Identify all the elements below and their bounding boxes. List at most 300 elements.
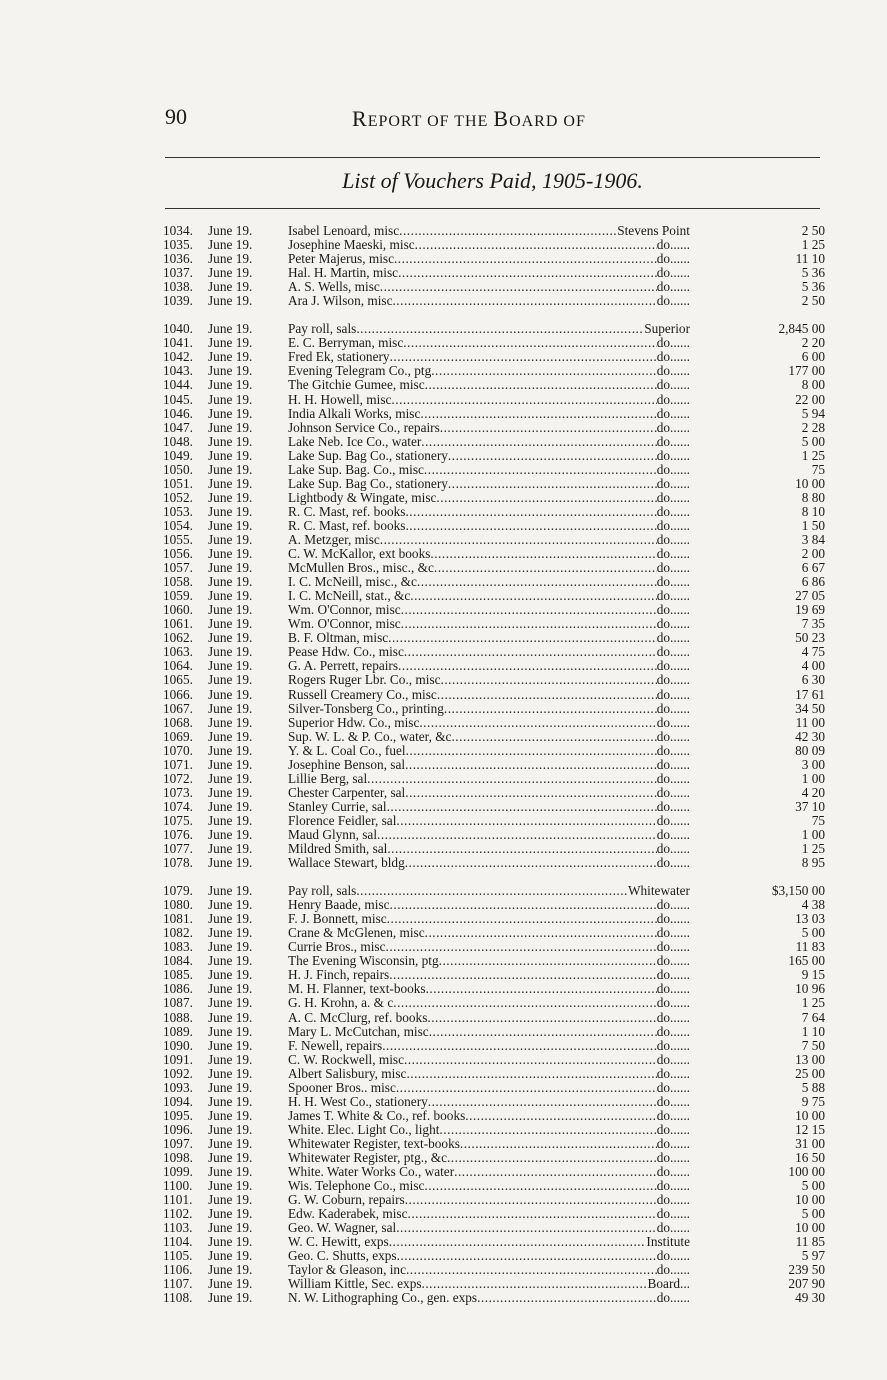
voucher-number: 1067. bbox=[163, 700, 193, 716]
dot-leader bbox=[434, 561, 657, 575]
voucher-row bbox=[163, 1165, 825, 1179]
voucher-location: do...... bbox=[656, 561, 690, 576]
dot-leader bbox=[424, 1179, 656, 1193]
voucher-payee: Sup. W. L. & P. Co., water, &c bbox=[288, 729, 452, 744]
voucher-location: do...... bbox=[656, 729, 690, 744]
voucher-payee: White. Elec. Light Co., light bbox=[288, 1122, 440, 1137]
voucher-payee-cell bbox=[288, 1039, 692, 1053]
voucher-number: 1085. bbox=[163, 967, 193, 983]
voucher-date: June 19. bbox=[208, 419, 253, 435]
voucher-amount: 22 00 bbox=[795, 391, 825, 407]
voucher-date: June 19. bbox=[208, 686, 253, 702]
voucher-location: do...... bbox=[656, 504, 690, 519]
voucher-payee: Geo. W. Wagner, sal bbox=[288, 1221, 397, 1236]
voucher-number: 1052. bbox=[163, 489, 193, 505]
voucher-row bbox=[163, 968, 825, 982]
voucher-payee: Johnson Service Co., repairs bbox=[288, 420, 440, 435]
dot-leader bbox=[356, 884, 628, 898]
voucher-amount: 8 00 bbox=[801, 377, 825, 393]
voucher-payee-cell bbox=[288, 280, 692, 294]
voucher-location: do...... bbox=[656, 1151, 690, 1165]
voucher-row bbox=[163, 1123, 825, 1137]
voucher-date: June 19. bbox=[208, 1164, 253, 1180]
voucher-payee: Chester Carpenter, sal bbox=[288, 785, 406, 800]
voucher-payee: Josephine Maeski, misc bbox=[288, 238, 415, 253]
voucher-amount: 75 bbox=[811, 461, 825, 477]
voucher-date: June 19. bbox=[208, 855, 253, 871]
voucher-location: do...... bbox=[656, 631, 690, 646]
voucher-date: June 19. bbox=[208, 616, 253, 632]
voucher-payee: Superior Hdw. Co., misc bbox=[288, 715, 420, 730]
voucher-row bbox=[163, 603, 825, 617]
dot-leader bbox=[386, 940, 657, 954]
voucher-payee: Albert Salisbury, misc bbox=[288, 1066, 407, 1081]
voucher-amount: 42 30 bbox=[795, 728, 825, 744]
voucher-number: 1035. bbox=[163, 237, 193, 253]
voucher-location: do...... bbox=[656, 280, 690, 295]
voucher-date: June 19. bbox=[208, 461, 253, 477]
voucher-row bbox=[163, 1179, 825, 1193]
voucher-location: do...... bbox=[656, 813, 690, 828]
voucher-location: do...... bbox=[656, 1207, 690, 1222]
voucher-location: do...... bbox=[656, 673, 690, 688]
voucher-location: do...... bbox=[656, 757, 690, 772]
voucher-date: June 19. bbox=[208, 644, 253, 660]
voucher-number: 1078. bbox=[163, 855, 193, 871]
voucher-payee-cell bbox=[288, 1081, 692, 1095]
dot-leader bbox=[406, 1067, 656, 1081]
voucher-ledger bbox=[163, 224, 825, 1306]
running-head-part-1: EPORT OF THE bbox=[367, 113, 494, 130]
voucher-payee: H. J. Finch, repairs bbox=[288, 968, 390, 983]
voucher-date: June 19. bbox=[208, 742, 253, 758]
voucher-number: 1084. bbox=[163, 953, 193, 969]
voucher-number: 1082. bbox=[163, 925, 193, 941]
voucher-row bbox=[163, 463, 825, 477]
voucher-row bbox=[163, 814, 825, 828]
voucher-payee: Hal. H. Martin, misc bbox=[288, 266, 399, 281]
voucher-date: June 19. bbox=[208, 293, 253, 309]
voucher-amount: $3,150 00 bbox=[771, 883, 825, 899]
voucher-row bbox=[163, 940, 825, 954]
voucher-payee-cell bbox=[288, 1207, 692, 1221]
voucher-number: 1076. bbox=[163, 826, 193, 842]
voucher-row bbox=[163, 1067, 825, 1081]
voucher-location: do...... bbox=[656, 1221, 690, 1236]
voucher-payee: Silver-Tonsberg Co., printing bbox=[288, 701, 444, 716]
voucher-row bbox=[163, 800, 825, 814]
voucher-row bbox=[163, 716, 825, 730]
voucher-location: do...... bbox=[656, 827, 690, 842]
dot-leader bbox=[447, 1151, 657, 1165]
voucher-row bbox=[163, 702, 825, 716]
voucher-location: do...... bbox=[656, 1136, 690, 1151]
voucher-number: 1046. bbox=[163, 405, 193, 421]
voucher-number: 1045. bbox=[163, 391, 193, 407]
voucher-payee-cell bbox=[288, 238, 692, 252]
voucher-number: 1039. bbox=[163, 293, 193, 309]
voucher-amount: 13 00 bbox=[795, 1051, 825, 1067]
dot-leader bbox=[399, 224, 617, 238]
voucher-payee-cell bbox=[288, 350, 692, 364]
running-head bbox=[352, 106, 586, 132]
voucher-number: 1094. bbox=[163, 1093, 193, 1109]
voucher-date: June 19. bbox=[208, 883, 253, 899]
dot-leader bbox=[396, 814, 656, 828]
voucher-payee: C. W. Rockwell, misc bbox=[288, 1052, 404, 1067]
voucher-payee-cell bbox=[288, 1095, 692, 1109]
voucher-location: do...... bbox=[656, 350, 690, 365]
voucher-amount: 4 00 bbox=[801, 658, 825, 674]
voucher-number: 1098. bbox=[163, 1150, 193, 1165]
voucher-number: 1093. bbox=[163, 1079, 193, 1095]
voucher-number: 1108. bbox=[163, 1290, 193, 1306]
dot-leader bbox=[392, 294, 656, 308]
voucher-payee-cell bbox=[288, 954, 692, 968]
dot-leader bbox=[390, 898, 657, 912]
voucher-payee: Peter Majerus, misc bbox=[288, 252, 394, 267]
voucher-payee-cell bbox=[288, 702, 692, 716]
voucher-location: do...... bbox=[656, 1291, 690, 1306]
voucher-location: do...... bbox=[656, 378, 690, 393]
voucher-amount: 100 00 bbox=[788, 1164, 825, 1180]
voucher-payee: Josephine Benson, sal bbox=[288, 757, 406, 772]
voucher-payee: Isabel Lenoard, misc bbox=[288, 224, 400, 238]
voucher-number: 1034. bbox=[163, 223, 193, 238]
voucher-number: 1095. bbox=[163, 1107, 193, 1123]
voucher-location: do...... bbox=[656, 785, 690, 800]
voucher-payee-cell bbox=[288, 842, 692, 856]
voucher-amount: 8 10 bbox=[801, 503, 825, 519]
dot-leader bbox=[428, 1095, 657, 1109]
voucher-number: 1056. bbox=[163, 546, 193, 562]
voucher-amount: 5 36 bbox=[801, 279, 825, 295]
voucher-payee-cell bbox=[288, 575, 692, 589]
voucher-row bbox=[163, 1039, 825, 1053]
voucher-payee-cell bbox=[288, 617, 692, 631]
dot-leader bbox=[429, 1025, 657, 1039]
voucher-payee-cell bbox=[288, 659, 692, 673]
dot-leader bbox=[425, 926, 657, 940]
voucher-number: 1102. bbox=[163, 1206, 193, 1222]
voucher-amount: 7 64 bbox=[801, 1009, 825, 1025]
voucher-number: 1065. bbox=[163, 672, 193, 688]
voucher-number: 1057. bbox=[163, 560, 193, 576]
dot-leader bbox=[436, 491, 656, 505]
voucher-date: June 19. bbox=[208, 1135, 253, 1151]
voucher-location: do...... bbox=[656, 420, 690, 435]
dot-leader bbox=[398, 659, 657, 673]
voucher-row bbox=[163, 1263, 825, 1277]
voucher-date: June 19. bbox=[208, 1150, 253, 1165]
voucher-payee-cell bbox=[288, 645, 692, 659]
voucher-row bbox=[163, 898, 825, 912]
voucher-amount: 2 28 bbox=[801, 419, 825, 435]
voucher-payee: Fred Ek, stationery bbox=[288, 350, 390, 365]
voucher-payee: Maud Glynn, sal bbox=[288, 827, 378, 842]
voucher-amount: 239 50 bbox=[788, 1262, 825, 1278]
voucher-row bbox=[163, 575, 825, 589]
voucher-date: June 19. bbox=[208, 405, 253, 421]
voucher-payee-cell bbox=[288, 407, 692, 421]
voucher-number: 1101. bbox=[163, 1192, 193, 1208]
voucher-number: 1073. bbox=[163, 784, 193, 800]
dot-leader bbox=[405, 786, 656, 800]
voucher-payee: H. H. Howell, misc bbox=[288, 392, 392, 407]
voucher-number: 1070. bbox=[163, 742, 193, 758]
voucher-amount: 4 75 bbox=[801, 644, 825, 660]
voucher-location: do...... bbox=[656, 518, 690, 533]
voucher-location: Stevens Point bbox=[617, 224, 690, 238]
voucher-row bbox=[163, 926, 825, 940]
voucher-row bbox=[163, 589, 825, 603]
voucher-payee: Wm. O'Connor, misc bbox=[288, 603, 401, 618]
voucher-date: June 19. bbox=[208, 531, 253, 547]
voucher-payee: M. H. Flanner, text-books bbox=[288, 982, 426, 997]
voucher-payee-cell bbox=[288, 519, 692, 533]
voucher-row bbox=[163, 393, 825, 407]
voucher-location: do...... bbox=[656, 1066, 690, 1081]
voucher-amount: 6 86 bbox=[801, 574, 825, 590]
voucher-amount: 4 38 bbox=[801, 897, 825, 913]
dot-leader bbox=[444, 702, 657, 716]
voucher-row bbox=[163, 266, 825, 280]
voucher-amount: 11 83 bbox=[795, 939, 825, 955]
dot-leader bbox=[454, 1165, 657, 1179]
voucher-number: 1058. bbox=[163, 574, 193, 590]
voucher-number: 1081. bbox=[163, 911, 193, 927]
voucher-number: 1036. bbox=[163, 251, 193, 267]
voucher-payee-cell bbox=[288, 1179, 692, 1193]
voucher-payee-cell bbox=[288, 673, 692, 687]
voucher-payee-cell bbox=[288, 1123, 692, 1137]
voucher-amount: 13 03 bbox=[795, 911, 825, 927]
voucher-location: do...... bbox=[656, 1094, 690, 1109]
voucher-row bbox=[163, 772, 825, 786]
dot-leader bbox=[405, 1193, 657, 1207]
voucher-payee-cell bbox=[288, 449, 692, 463]
voucher-amount: 1 25 bbox=[801, 237, 825, 253]
voucher-number: 1090. bbox=[163, 1037, 193, 1053]
voucher-location: do...... bbox=[656, 434, 690, 449]
voucher-amount: 1 25 bbox=[801, 841, 825, 857]
voucher-payee: William Kittle, Sec. exps bbox=[288, 1277, 422, 1292]
voucher-amount: 11 85 bbox=[795, 1234, 825, 1250]
voucher-payee: Russell Creamery Co., misc bbox=[288, 687, 437, 702]
voucher-number: 1100. bbox=[163, 1178, 193, 1194]
voucher-payee: Pease Hdw. Co., misc bbox=[288, 645, 404, 660]
voucher-location: do...... bbox=[656, 617, 690, 632]
voucher-number: 1062. bbox=[163, 630, 193, 646]
voucher-date: June 19. bbox=[208, 798, 253, 814]
voucher-amount: 80 09 bbox=[795, 742, 825, 758]
voucher-payee: Lake Neb. Ice Co., water bbox=[288, 434, 422, 449]
voucher-location: do...... bbox=[656, 743, 690, 758]
voucher-location: do...... bbox=[656, 940, 690, 955]
voucher-payee: Lillie Berg, sal bbox=[288, 771, 368, 786]
voucher-number: 1055. bbox=[163, 531, 193, 547]
voucher-amount: 31 00 bbox=[795, 1135, 825, 1151]
voucher-date: June 19. bbox=[208, 1262, 253, 1278]
voucher-row bbox=[163, 561, 825, 575]
voucher-number: 1083. bbox=[163, 939, 193, 955]
voucher-payee-cell bbox=[288, 1263, 692, 1277]
voucher-number: 1048. bbox=[163, 433, 193, 449]
title-rule bbox=[165, 208, 820, 209]
dot-leader bbox=[367, 772, 657, 786]
dot-leader bbox=[415, 238, 657, 252]
voucher-amount: 2 20 bbox=[801, 335, 825, 351]
voucher-number: 1072. bbox=[163, 770, 193, 786]
voucher-date: June 19. bbox=[208, 574, 253, 590]
voucher-amount: 12 15 bbox=[795, 1121, 825, 1137]
voucher-date: June 19. bbox=[208, 1121, 253, 1137]
voucher-payee: White. Water Works Co., water bbox=[288, 1165, 455, 1180]
voucher-payee-cell bbox=[288, 294, 692, 308]
voucher-row bbox=[163, 519, 825, 533]
voucher-location: do...... bbox=[656, 462, 690, 477]
voucher-payee-cell bbox=[288, 589, 692, 603]
voucher-number: 1044. bbox=[163, 377, 193, 393]
dot-leader bbox=[437, 688, 657, 702]
dot-leader bbox=[396, 1221, 657, 1235]
dot-leader bbox=[439, 1123, 656, 1137]
dot-leader bbox=[393, 996, 657, 1010]
voucher-amount: 75 bbox=[811, 812, 825, 828]
voucher-number: 1050. bbox=[163, 461, 193, 477]
voucher-date: June 19. bbox=[208, 1107, 253, 1123]
voucher-payee-cell bbox=[288, 1109, 692, 1123]
voucher-row bbox=[163, 280, 825, 294]
voucher-payee-cell bbox=[288, 1137, 692, 1151]
running-head-cap-2: B bbox=[493, 106, 510, 131]
voucher-payee: Edw. Kaderabek, misc bbox=[288, 1207, 408, 1222]
voucher-payee-cell bbox=[288, 364, 692, 378]
voucher-amount: 50 23 bbox=[795, 630, 825, 646]
voucher-number: 1088. bbox=[163, 1009, 193, 1025]
voucher-payee: H. H. West Co., stationery bbox=[288, 1094, 428, 1109]
voucher-payee: Taylor & Gleason, inc bbox=[288, 1263, 406, 1278]
voucher-payee-cell bbox=[288, 266, 692, 280]
dot-leader bbox=[405, 856, 657, 870]
voucher-amount: 3 84 bbox=[801, 531, 825, 547]
voucher-number: 1086. bbox=[163, 981, 193, 997]
dot-leader bbox=[424, 463, 657, 477]
voucher-row bbox=[163, 238, 825, 252]
dot-leader bbox=[387, 800, 657, 814]
voucher-amount: 5 00 bbox=[801, 1178, 825, 1194]
voucher-row bbox=[163, 350, 825, 364]
voucher-payee: G. A. Perrett, repairs bbox=[288, 659, 399, 674]
voucher-payee-cell bbox=[288, 505, 692, 519]
voucher-number: 1064. bbox=[163, 658, 193, 674]
voucher-row bbox=[163, 224, 825, 238]
dot-leader bbox=[421, 435, 656, 449]
voucher-row bbox=[163, 322, 825, 336]
voucher-amount: 19 69 bbox=[795, 602, 825, 618]
dot-leader bbox=[451, 730, 656, 744]
voucher-date: June 19. bbox=[208, 1248, 253, 1264]
voucher-payee-cell bbox=[288, 322, 692, 336]
voucher-date: June 19. bbox=[208, 503, 253, 519]
voucher-payee-cell bbox=[288, 435, 692, 449]
voucher-payee-cell bbox=[288, 940, 692, 954]
voucher-number: 1079. bbox=[163, 883, 193, 899]
dot-leader bbox=[387, 912, 657, 926]
dot-leader bbox=[388, 631, 657, 645]
voucher-amount: 10 96 bbox=[795, 981, 825, 997]
voucher-date: June 19. bbox=[208, 1290, 253, 1306]
voucher-location: do...... bbox=[656, 968, 690, 983]
voucher-row bbox=[163, 1291, 825, 1305]
voucher-payee-cell bbox=[288, 926, 692, 940]
voucher-location: do...... bbox=[656, 645, 690, 660]
voucher-amount: 5 97 bbox=[801, 1248, 825, 1264]
voucher-payee: Whitewater Register, ptg., &c bbox=[288, 1151, 447, 1165]
voucher-payee: Pay roll, sals bbox=[288, 322, 357, 337]
voucher-date: June 19. bbox=[208, 981, 253, 997]
voucher-date: June 19. bbox=[208, 1192, 253, 1208]
voucher-payee: Evening Telegram Co., ptg bbox=[288, 364, 432, 379]
dot-leader bbox=[426, 982, 657, 996]
voucher-amount: 3 00 bbox=[801, 756, 825, 772]
voucher-row bbox=[163, 954, 825, 968]
voucher-payee: N. W. Lithographing Co., gen. exps bbox=[288, 1291, 478, 1306]
voucher-date: June 19. bbox=[208, 841, 253, 857]
voucher-date: June 19. bbox=[208, 1234, 253, 1250]
dot-leader bbox=[465, 1109, 656, 1123]
voucher-number: 1097. bbox=[163, 1135, 193, 1151]
voucher-date: June 19. bbox=[208, 658, 253, 674]
voucher-amount: 207 90 bbox=[788, 1276, 825, 1292]
voucher-location: do...... bbox=[656, 996, 690, 1011]
voucher-location: do...... bbox=[656, 1024, 690, 1039]
voucher-payee-cell bbox=[288, 631, 692, 645]
group-spacer bbox=[163, 308, 825, 322]
table-title: List of Vouchers Paid, 1905-1906. bbox=[342, 168, 643, 193]
voucher-date: June 19. bbox=[208, 1093, 253, 1109]
dot-leader bbox=[397, 1249, 657, 1263]
voucher-location: do...... bbox=[656, 547, 690, 562]
dot-leader bbox=[398, 266, 657, 280]
voucher-row bbox=[163, 688, 825, 702]
voucher-location: do...... bbox=[656, 926, 690, 941]
voucher-row bbox=[163, 1053, 825, 1067]
voucher-payee-cell bbox=[288, 1291, 692, 1305]
voucher-amount: 2,845 00 bbox=[778, 321, 825, 337]
voucher-location: do...... bbox=[656, 252, 690, 267]
voucher-amount: 25 00 bbox=[795, 1065, 825, 1081]
voucher-amount: 5 00 bbox=[801, 1206, 825, 1222]
voucher-date: June 19. bbox=[208, 251, 253, 267]
dot-leader bbox=[396, 1081, 657, 1095]
voucher-payee-cell bbox=[288, 1235, 692, 1249]
voucher-date: June 19. bbox=[208, 1065, 253, 1081]
voucher-date: June 19. bbox=[208, 489, 253, 505]
voucher-number: 1106. bbox=[163, 1262, 193, 1278]
voucher-location: do...... bbox=[656, 1010, 690, 1025]
voucher-amount: 10 00 bbox=[795, 475, 825, 491]
voucher-payee-cell bbox=[288, 786, 692, 800]
voucher-date: June 19. bbox=[208, 1206, 253, 1222]
voucher-row bbox=[163, 856, 825, 870]
voucher-row bbox=[163, 884, 825, 898]
voucher-payee-cell bbox=[288, 996, 692, 1010]
voucher-location: do...... bbox=[656, 575, 690, 590]
top-rule bbox=[165, 157, 820, 158]
voucher-row bbox=[163, 1081, 825, 1095]
voucher-row bbox=[163, 758, 825, 772]
